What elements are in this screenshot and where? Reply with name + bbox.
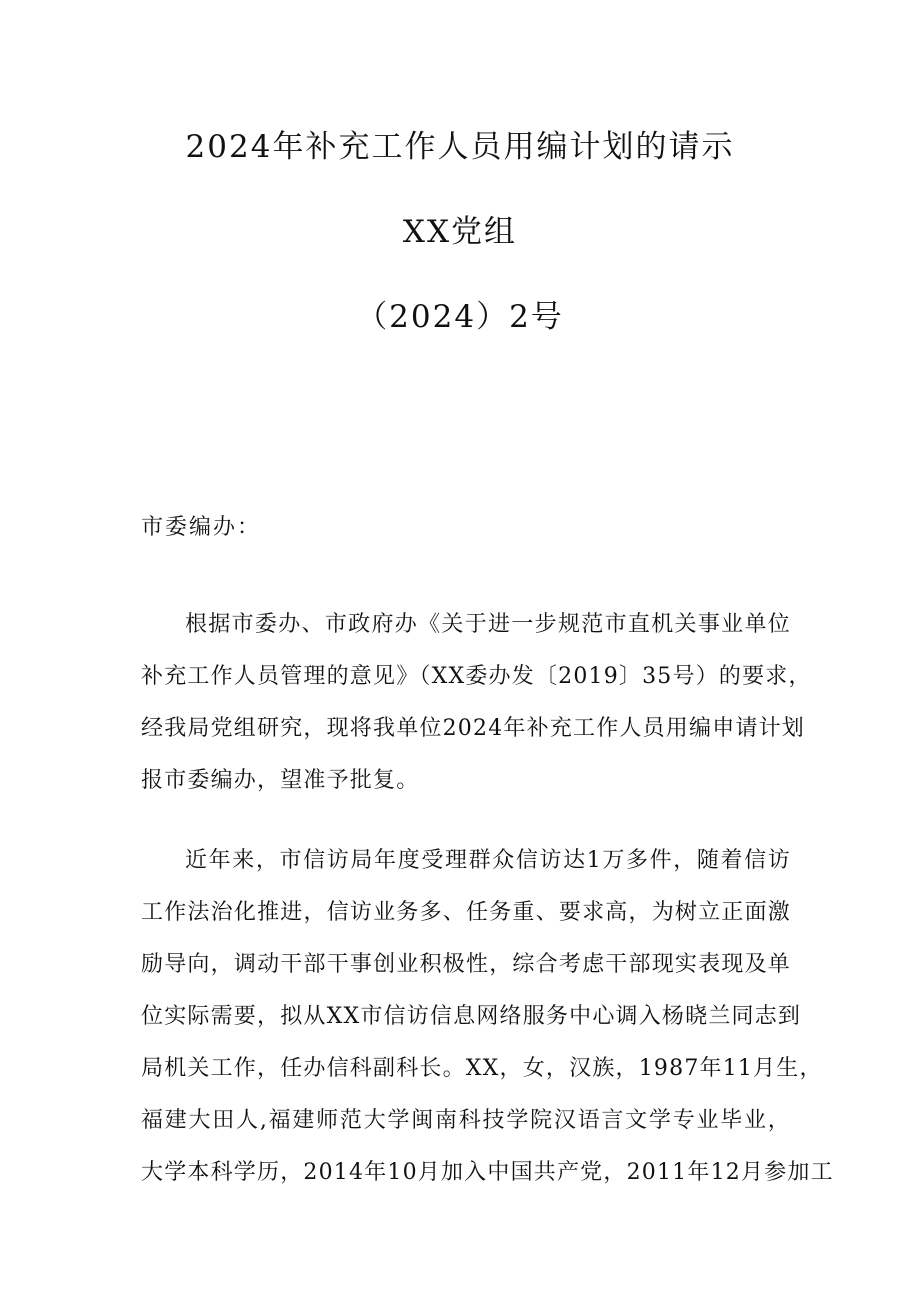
paragraph-line: 大学本科学历，2014年10月加入中国共产党，2011年12月参加工 <box>141 1160 834 1185</box>
addressee: 市委编办： <box>141 515 262 540</box>
paragraph-background <box>141 835 834 1199</box>
paragraph-request <box>141 599 812 807</box>
paragraph-line: 经我局党组研究，现将我单位2024年补充工作人员用编申请计划 <box>141 716 805 741</box>
paragraph-line: 补充工作人员管理的意见》（XX委办发〔2019〕35号）的要求， <box>141 664 812 689</box>
paragraph-line: 福建大田人,福建师范大学闽南科技学院汉语言文学专业毕业， <box>141 1108 791 1133</box>
paragraph-line: 报市委编办，望准予批复。 <box>141 768 420 793</box>
paragraph-line: 根据市委办、市政府办《关于进一步规范市直机关事业单位 <box>185 612 791 637</box>
issuing-organization: XX党组 <box>402 214 518 250</box>
document-number: （2024）2号 <box>356 299 564 335</box>
paragraph-line: 励导向，调动干部干事创业积极性，综合考虑干部现实表现及单 <box>141 952 791 977</box>
paragraph-line: 工作法治化推进，信访业务多、任务重、要求高，为树立正面激 <box>141 900 791 925</box>
paragraph-line: 局机关工作，任办信科副科长。XX，女，汉族，1987年11月生， <box>141 1056 823 1081</box>
document-title: 2024年补充工作人员用编计划的请示 <box>185 129 735 165</box>
paragraph-line: 位实际需要，拟从XX市信访信息网络服务中心调入杨晓兰同志到 <box>141 1004 802 1029</box>
paragraph-line: 近年来，市信访局年度受理群众信访达1万多件，随着信访 <box>185 848 791 873</box>
